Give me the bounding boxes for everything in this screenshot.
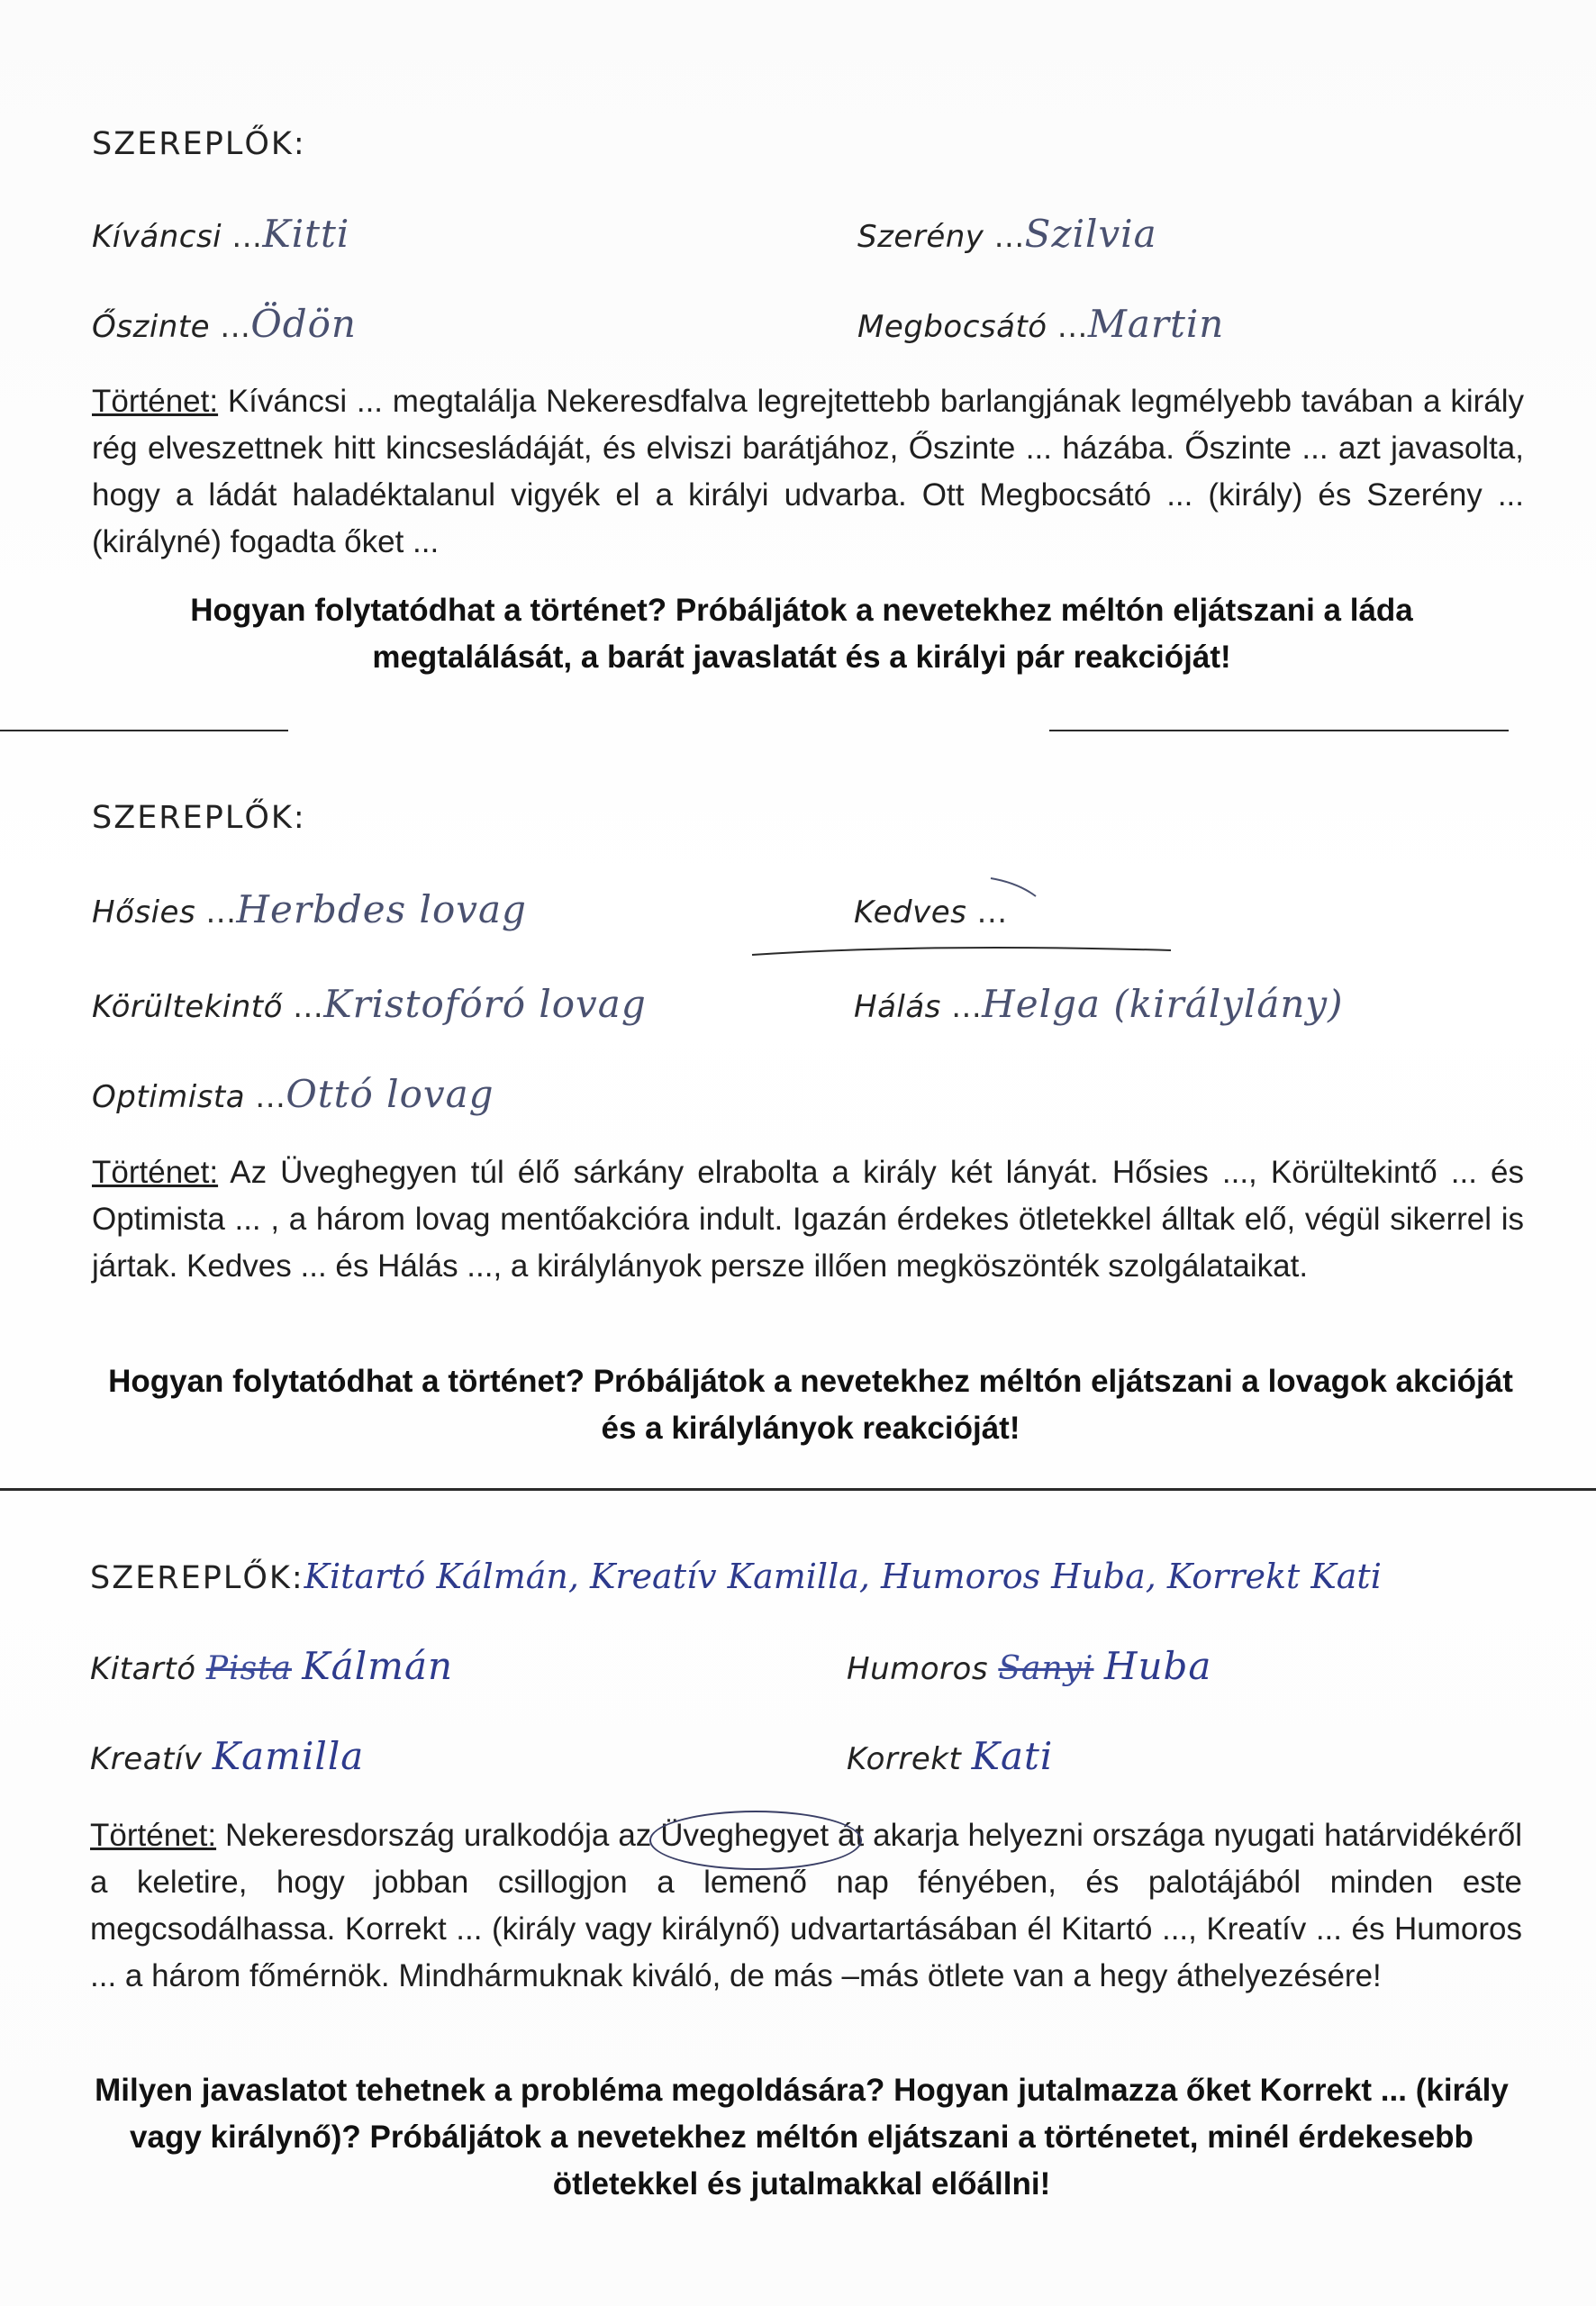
role-label: Hősies [92,894,196,931]
pen-stroke [748,869,1180,968]
story-lead: Történet: [92,1155,219,1190]
role-label: Korrekt [847,1741,962,1777]
struck-name: Pista [205,1650,292,1687]
story-lead: Történet: [92,384,219,419]
question-2: Hogyan folytatódhat a történet? Próbáljátok a nevetekhez méltón eljátszani a lovagok akcióját és a királylányok reakcióját! [108,1364,1513,1446]
pen-circle [649,1811,862,1870]
story-paragraph-1 [92,378,1524,566]
story-paragraph-3 [90,1812,1522,2000]
circled-word [660,1818,829,1853]
story-text: Nekeresdország uralkodója az [216,1818,661,1853]
role-megbocsato: Megbocsátó ...Martin [857,302,1225,346]
story-text: át akarja helyezni országa nyugati határvidékéről a keletire, hogy jobban csillogjon a lemenő nap fényében, és palotájából minden este megcsodálhassa. Korrekt ... (király vagy királynő) udvartartásában él Kitartó ..., Kreatív ... és Humoros ... a három főmérnök. Mindhármuknak kiváló, de más –más ötlete van a hegy áthelyezésére! [90,1818,1522,1993]
story-text: Kíváncsi ... megtalálja Nekeresdfalva legrejtettebb barlangjának legmélyebb tavában a király rég elveszettnek hitt kincsesládáját, és elviszi barátjához, Őszinte ... házába. Őszinte ... azt javasolta, hogy a ládát haladéktalanul vigyék el a királyi udvarba. Ott Megbocsátó ... (király) és Szerény ... (királyné) fogadta őket ... [92,384,1524,559]
handwritten-name: Kati [971,1734,1054,1778]
role-oszinte: Őszinte ...Ödön [92,302,357,346]
role-label: Kíváncsi [92,219,222,255]
role-label: Humoros [847,1651,989,1687]
handwritten-name: Kristofóró lovag [323,982,647,1026]
role-label: Kedves [854,894,967,931]
divider [0,1488,1596,1491]
role-kedves: Kedves ... [854,894,1008,931]
handwritten-name: Szilvia [1024,212,1157,256]
role-kivancsi: Kíváncsi ...Kitti [92,212,350,256]
role-label: Megbocsátó [857,309,1047,345]
cast-heading-3 [90,1557,1382,1596]
struck-name: Sanyi [998,1650,1094,1687]
question-3: Milyen javaslatot tehetnek a probléma megoldására? Hogyan jutalmazza őket Korrekt ... (király vagy királynő)? Próbáljátok a nevetekhez méltón eljátszani a történetet, minél érdekesebb ötletekkel és jutalmakkal előállni! [95,2073,1509,2202]
role-label: Optimista [92,1079,246,1115]
role-optimista: Optimista ...Ottó lovag [92,1072,494,1116]
handwritten-cast-list: Kitartó Kálmán, Kreatív Kamilla, Humoros Huba, Korrekt Kati [304,1557,1382,1596]
circled-word-text: Üveghegyet [660,1818,830,1853]
handwritten-name: Ödön [250,302,357,346]
handwritten-name: Kamilla [212,1734,365,1778]
handwritten-name: Martin [1087,302,1225,346]
handwritten-name: Huba [1103,1644,1212,1688]
question-1: Hogyan folytatódhat a történet? Próbáljátok a nevetekhez méltón eljátszani a láda megtalálását, a barát javaslatát és a királyi pár reakcióját! [190,593,1413,675]
role-hosies: Hősies ...Herbdes lovag [92,887,527,931]
role-kreativ [90,1734,364,1778]
story-lead: Történet: [90,1818,217,1853]
role-label: Szerény [857,219,984,255]
cast-heading-2: SZEREPLŐK: [92,800,306,836]
handwritten-name: Ottó lovag [286,1072,494,1116]
cast-heading-1: SZEREPLŐK: [92,126,306,162]
divider [0,730,288,731]
role-korultekinto: Körültekintő ...Kristofóró lovag [92,982,647,1026]
handwritten-name: Herbdes lovag [236,887,527,931]
story-text: Az Üveghegyen túl élő sárkány elrabolta a király két lányát. Hősies ..., Körültekintő ... és Optimista ... , a három lovag mentőakcióra indult. Igazán érdekes ötletekkel álltak elő, végül sikerrel is jártak. Kedves ... és Hálás ..., a királylányok persze illően megköszönték szolgálataikat. [92,1155,1524,1284]
handwritten-name: Kitti [262,212,350,256]
role-halas: Hálás ...Helga (királylány) [854,982,1344,1026]
story-paragraph-2 [92,1149,1524,1290]
role-label: Kreatív [90,1741,203,1777]
divider [1049,730,1509,731]
handwritten-name: Kálmán [302,1644,454,1688]
role-label: Hálás [854,989,941,1025]
cast-heading-label: SZEREPLŐK: [90,1560,304,1596]
handwritten-name: Helga (királylány) [982,982,1344,1026]
role-korrekt [847,1734,1053,1778]
role-label: Őszinte [92,309,211,345]
role-humoros [847,1644,1211,1688]
role-kitarto [90,1644,453,1688]
role-label: Kitartó [90,1651,196,1687]
role-szereny: Szerény ...Szilvia [857,212,1157,256]
role-label: Körültekintő [92,989,283,1025]
